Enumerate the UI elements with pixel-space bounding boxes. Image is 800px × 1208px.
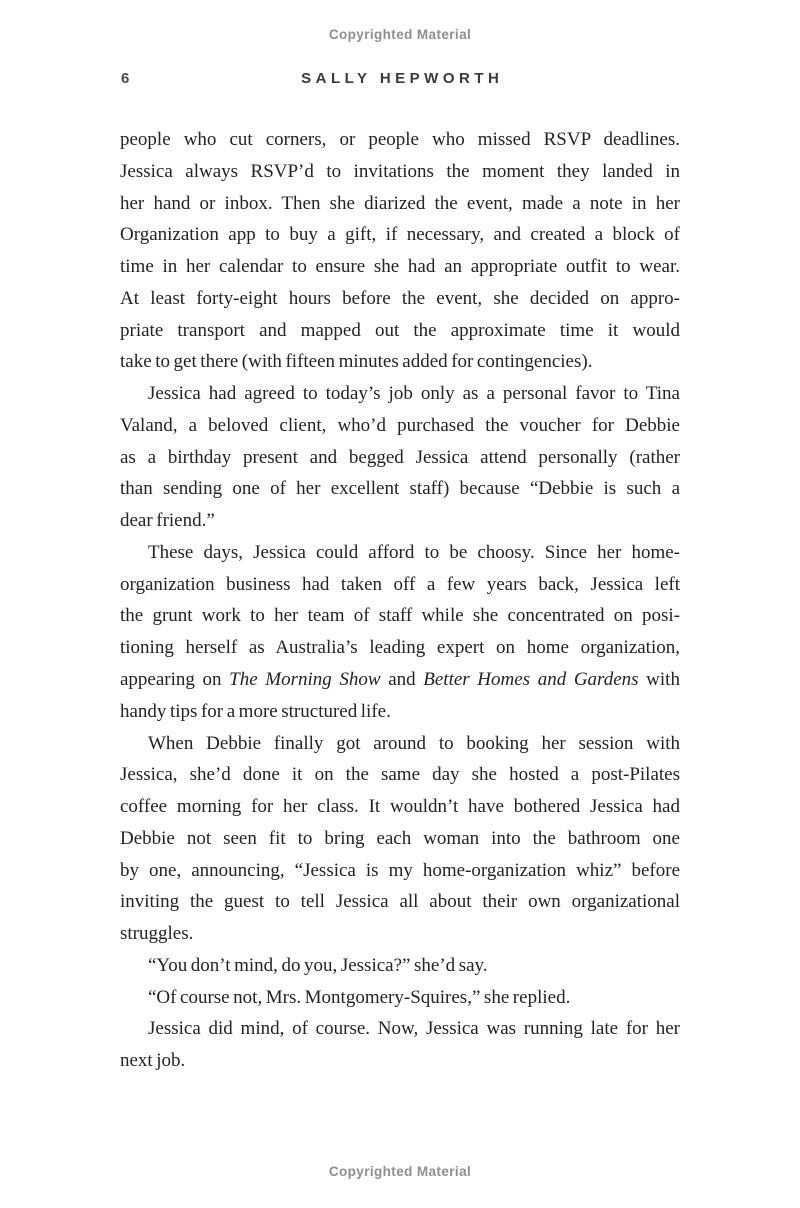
body-text: [120, 124, 680, 1077]
text-line: [120, 251, 680, 283]
body-text-segment: her hand or inbox. Then she diarized the event, made a note in her: [120, 192, 680, 214]
body-text-segment: Jessica always RSVP’d to invitations the moment they landed in: [120, 160, 680, 182]
body-text-segment: “You don’t mind, do you, Jessica?” she’d say.: [148, 954, 488, 976]
body-text-segment: take to get there (with fifteen minutes added for contingencies).: [120, 351, 593, 373]
body-text-segment: Debbie not seen fit to bring each woman into the bathroom one: [120, 827, 680, 849]
running-head-author: SALLY HEPWORTH: [301, 70, 504, 87]
body-text-segment: people who cut corners, or people who missed RSVP deadlines.: [120, 129, 680, 150]
text-line: [120, 505, 680, 537]
body-text-segment: appearing on: [120, 669, 230, 691]
text-line: [120, 442, 680, 474]
text-line: [120, 886, 680, 918]
body-text-segment: When Debbie finally got around to booking her session with: [148, 732, 680, 754]
text-line: [120, 600, 680, 632]
body-text-segment: coffee morning for her class. It wouldn’t have bothered Jessica had: [120, 796, 680, 818]
text-line: [120, 728, 680, 760]
body-text-segment: priate transport and mapped out the approximate time it would: [120, 319, 680, 341]
body-text-segment: and: [380, 669, 424, 691]
text-line: [120, 283, 680, 315]
text-line: [120, 982, 680, 1014]
body-text-segment: inviting the guest to tell Jessica all about their own organizational: [120, 891, 680, 913]
italic-title-text: The Morning Show: [229, 669, 381, 691]
text-line: [120, 1013, 680, 1045]
italic-title-text: Better Homes and Gardens: [423, 669, 639, 691]
copyright-notice-bottom: Copyrighted Material: [328, 1164, 472, 1179]
body-text-segment: handy tips for a more structured life.: [120, 700, 391, 722]
body-text-segment: Organization app to buy a gift, if necessary, and created a block of: [120, 224, 680, 246]
body-text-segment: organization business had taken off a few years back, Jessica left: [120, 573, 680, 595]
text-line: [120, 823, 680, 855]
text-line: [120, 315, 680, 347]
body-text-segment: by one, announcing, “Jessica is my home-organization whiz” before: [120, 859, 680, 881]
text-line: [120, 569, 680, 601]
text-line: [120, 1045, 680, 1077]
body-text-segment: dear friend.”: [120, 510, 215, 532]
text-line: [120, 156, 680, 188]
text-line: [120, 188, 680, 220]
copyright-notice-top: Copyrighted Material: [328, 27, 472, 42]
body-text-segment: struggles.: [120, 923, 194, 945]
text-line: [120, 124, 680, 156]
text-line: [120, 855, 680, 887]
body-text-segment: Jessica, she’d done it on the same day she hosted a post-Pilates: [120, 764, 680, 786]
body-text-segment: tioning herself as Australia’s leading expert on home organization,: [120, 637, 680, 659]
body-text-segment: the grunt work to her team of staff while she concentrated on posi-: [120, 605, 680, 627]
body-text-segment: At least forty-eight hours before the event, she decided on appro-: [120, 287, 680, 309]
body-text-segment: “Of course not, Mrs. Montgomery-Squires,” she replied.: [148, 986, 571, 1008]
text-line: [120, 219, 680, 251]
page-number: 6: [121, 70, 131, 87]
body-text-segment: than sending one of her excellent staff) because “Debbie is such a: [120, 478, 680, 500]
text-line: [120, 537, 680, 569]
text-line: [120, 918, 680, 950]
text-line: [120, 378, 680, 410]
text-line: [120, 632, 680, 664]
body-text-segment: with: [638, 669, 680, 691]
body-text-segment: Jessica had agreed to today’s job only as a personal favor to Tina: [148, 383, 680, 405]
body-text-segment: next job.: [120, 1050, 186, 1072]
body-text-segment: as a birthday present and begged Jessica attend personally (rather: [120, 446, 680, 468]
body-text-segment: Jessica did mind, of course. Now, Jessica was running late for her: [148, 1018, 680, 1040]
text-line: [120, 791, 680, 823]
body-text-segment: These days, Jessica could afford to be choosy. Since her home-: [148, 541, 680, 563]
text-line: [120, 346, 680, 378]
text-line: [120, 664, 680, 696]
text-line: [120, 759, 680, 791]
body-text-segment: time in her calendar to ensure she had an appropriate outfit to wear.: [120, 256, 680, 278]
text-line: [120, 473, 680, 505]
text-line: [120, 696, 680, 728]
body-text-segment: Valand, a beloved client, who’d purchased the voucher for Debbie: [120, 414, 680, 436]
text-line: [120, 410, 680, 442]
text-line: [120, 950, 680, 982]
